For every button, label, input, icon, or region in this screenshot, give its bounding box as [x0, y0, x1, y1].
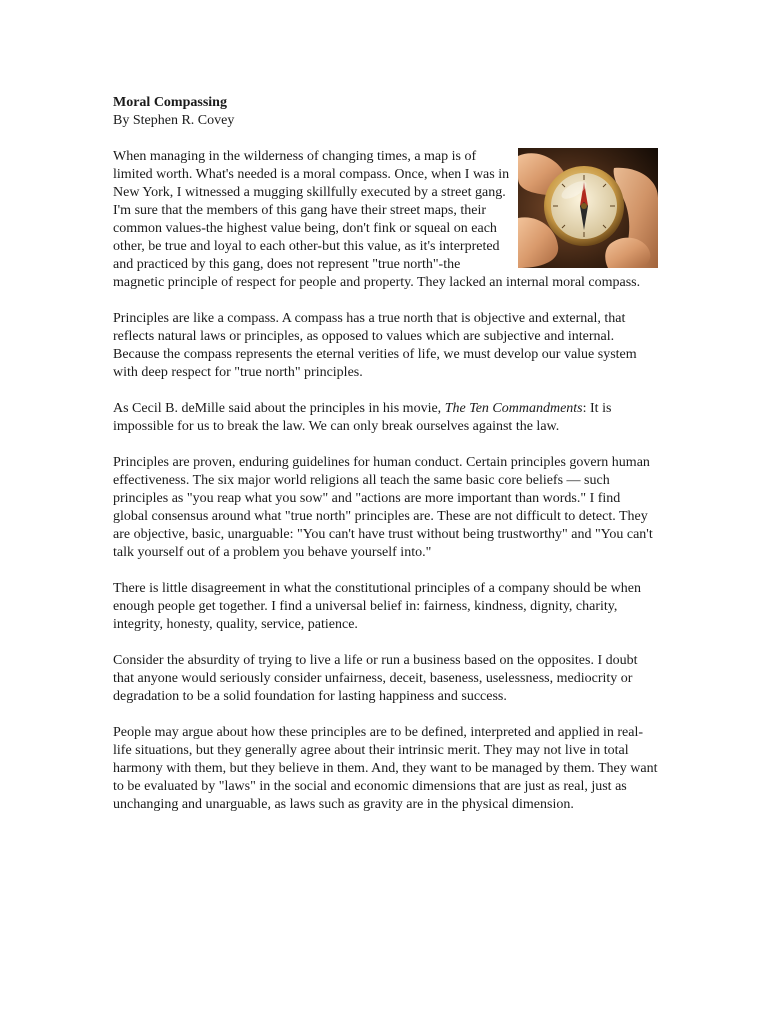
- paragraph-3-text-end: : It is impossible for us to break the law. We can only break ourselves against the law.: [113, 401, 612, 434]
- paragraph-6: Consider the absurdity of trying to live a life or run a business based on the opposites. I doubt that anyone would seriously consider unfairness, deceit, baseness, uselessness, mediocrity or degradation to be a solid foundation for lasting happiness and success.: [113, 653, 638, 704]
- paragraph-2: Principles are like a compass. A compass has a true north that is objective and external, that reflects natural laws or principles, as opposed to values which are subjective and internal. Because the compass represents the eternal verities of life, we must develop our value system with deep respect for "true north" principles.: [113, 311, 637, 380]
- paragraph-3-text: As Cecil B. deMille said about the principles in his movie,: [113, 401, 445, 416]
- paragraph-1: When managing in the wilderness of changing times, a map is of limited worth. What's needed is a moral compass. Once, when I was in New York, I witnessed a mugging skillfully executed by a street gang. I'm sure that the members of this gang have their street maps, their common values-the highest value being, don't fink or squeal on each other, be true and loyal to each other-but this value, as it's interpreted and practiced by this gang, does not represent "true north"-the magnetic principle of respect for people and property. They lacked an internal moral compass.: [113, 149, 641, 290]
- article: [113, 94, 658, 832]
- paragraph-5: There is little disagreement in what the constitutional principles of a company should be when enough people get together. I find a universal belief in: fairness, kindness, dignity, charity, integrity, honesty, quality, service, patience.: [113, 581, 641, 632]
- paragraph-3: [113, 400, 658, 436]
- article-title: Moral Compassing: [113, 95, 227, 110]
- article-byline: By Stephen R. Covey: [113, 113, 235, 128]
- paragraph-4: Principles are proven, enduring guidelines for human conduct. Certain principles govern human effectiveness. The six major world religions all teach the same basic core beliefs — such principles as "you reap what you sow" and "actions are more important than words." I find global consensus around what "true north" principles are. These are not difficult to detect. They are objective, basic, unarguable: "You can't have trust without being trustworthy" and "You can't talk yourself out of a problem you behave yourself into.": [113, 455, 653, 560]
- compass-photo: [518, 148, 658, 268]
- movie-title: The Ten Commandments: [444, 401, 583, 416]
- paragraph-7: People may argue about how these principles are to be defined, interpreted and applied in real-life situations, but they generally agree about their intrinsic merit. They may not live in total harmony with them, but they believe in them. And, they want to be managed by them. They want to be evaluated by "laws" in the social and economic dimensions that are just as real, just as unchanging and unarguable, as laws such as gravity are in the physical dimension.: [113, 725, 658, 812]
